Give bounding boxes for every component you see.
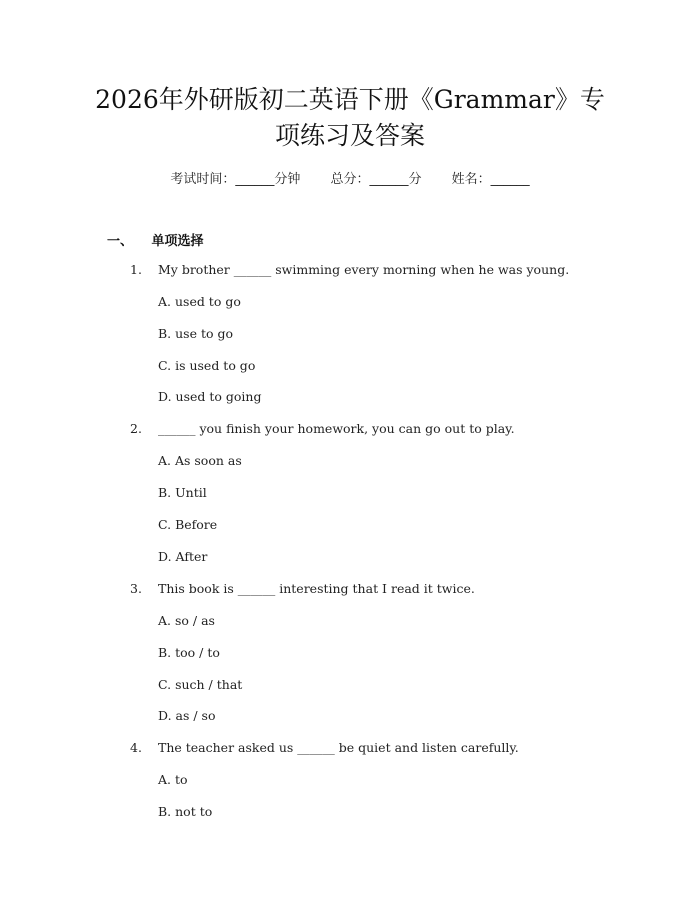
document-title-line-2: 项练习及答案 bbox=[274, 121, 425, 150]
exam-time: 考试时间：______分钟 bbox=[170, 172, 301, 187]
question-number: 3. bbox=[130, 581, 142, 596]
exam-score: 总分：______分 bbox=[330, 172, 422, 187]
section-number: 一、 bbox=[107, 234, 134, 249]
question-number: 4. bbox=[130, 740, 142, 755]
question-2-option-d: D. After bbox=[158, 549, 208, 564]
question-2 bbox=[130, 421, 515, 436]
question-number: 2. bbox=[130, 421, 142, 436]
question-1 bbox=[130, 262, 569, 277]
question-3 bbox=[130, 581, 475, 596]
question-4-option-a: A. to bbox=[158, 772, 188, 787]
question-text: This book is ______ interesting that I read it twice. bbox=[158, 581, 475, 596]
question-3-option-c: C. such / that bbox=[158, 677, 243, 692]
question-1-option-a: A. used to go bbox=[158, 294, 241, 309]
document-title-line-1: 2026年外研版初二英语下册《Grammar》专 bbox=[95, 85, 605, 114]
question-1-option-b: B. use to go bbox=[158, 326, 234, 341]
question-2-option-a: A. As soon as bbox=[158, 453, 242, 468]
question-text: The teacher asked us ______ be quiet and listen carefully. bbox=[158, 740, 519, 755]
question-3-option-b: B. too / to bbox=[158, 645, 220, 660]
question-3-option-a: A. so / as bbox=[158, 613, 215, 628]
exam-meta bbox=[0, 168, 700, 187]
question-text: ______ you finish your homework, you can go out to play. bbox=[158, 421, 515, 436]
question-3-option-d: D. as / so bbox=[158, 708, 216, 723]
question-1-option-d: D. used to going bbox=[158, 389, 262, 404]
exam-name: 姓名：______ bbox=[451, 172, 530, 187]
section-heading bbox=[107, 230, 204, 249]
question-2-option-c: C. Before bbox=[158, 517, 218, 532]
section-title: 单项选择 bbox=[151, 234, 204, 249]
question-4-option-b: B. not to bbox=[158, 804, 213, 819]
question-1-option-c: C. is used to go bbox=[158, 358, 256, 373]
question-2-option-b: B. Until bbox=[158, 485, 207, 500]
question-4 bbox=[130, 740, 519, 755]
question-number: 1. bbox=[130, 262, 142, 277]
question-text: My brother ______ swimming every morning when he was young. bbox=[158, 262, 570, 277]
